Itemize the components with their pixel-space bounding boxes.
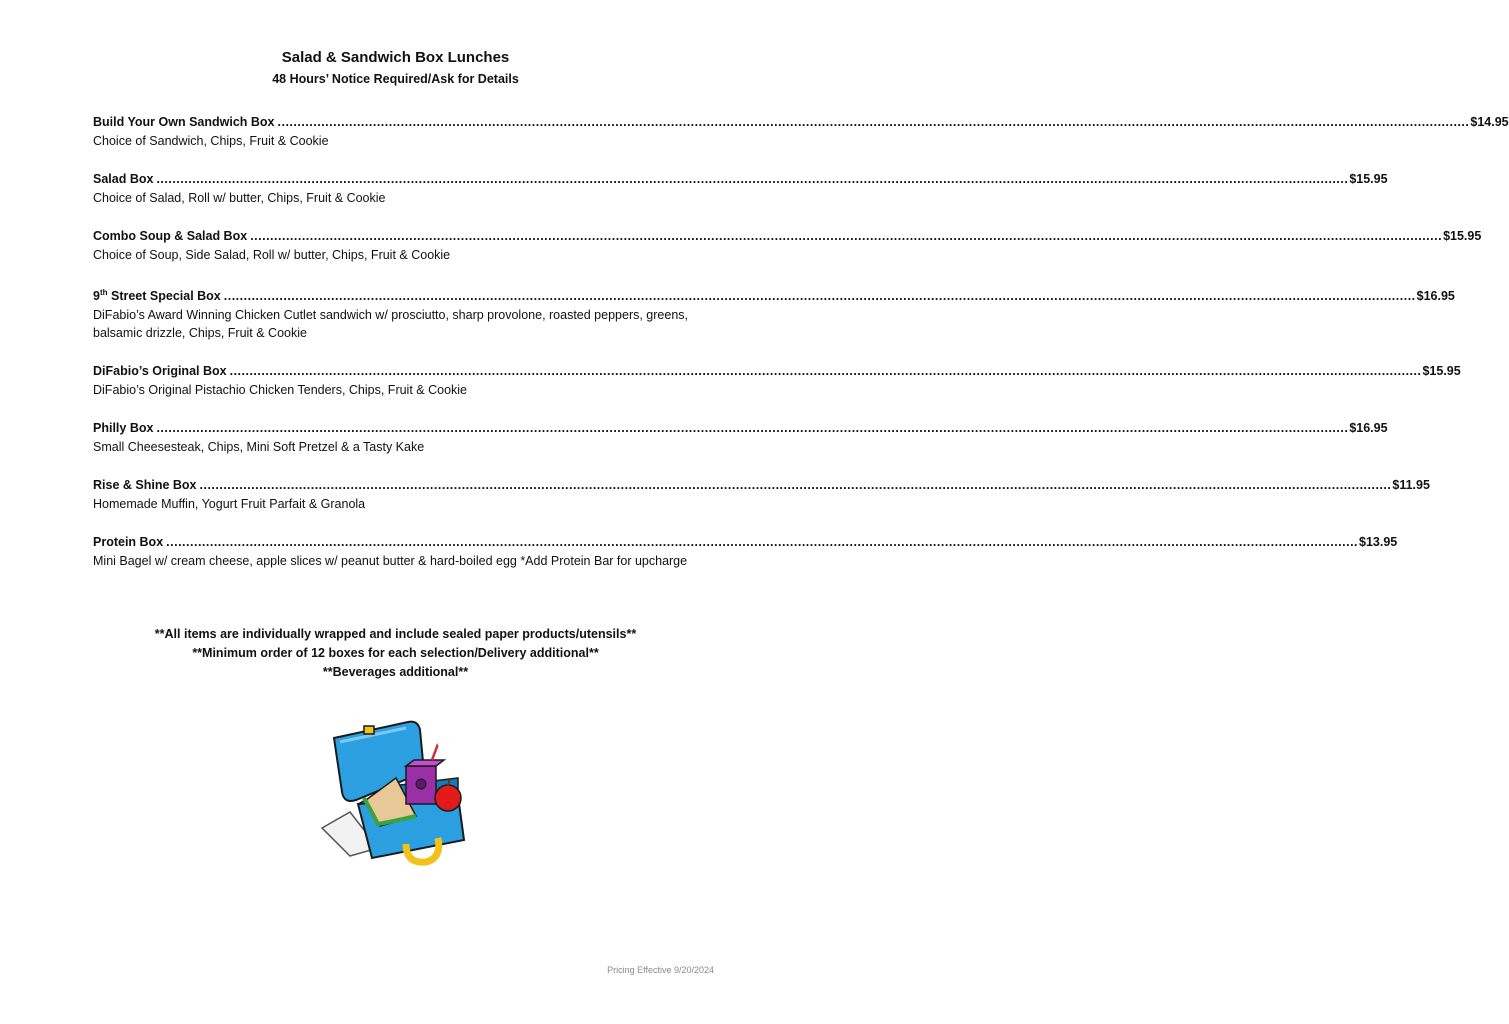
leader-dots: ............................................................................................................................................................................................................................................................................................................ (223, 289, 1416, 304)
pricing-effective: Pricing Effective 9/20/2024 (607, 965, 714, 975)
item-description: Choice of Salad, Roll w/ butter, Chips, Fruit & Cookie (93, 191, 386, 205)
leader-dots: ............................................................................................................................................................................................................................................................................................................ (156, 172, 1349, 186)
item-name: Protein Box (93, 535, 164, 550)
item-price: $15.95 (1443, 229, 1482, 243)
item-name (93, 285, 221, 304)
lunchbox-icon (320, 716, 470, 866)
item-price: $11.95 (1392, 478, 1430, 493)
note-beverages: **Beverages additional** (322, 665, 469, 679)
leader-dots: ............................................................................................................................................................................................................................................................................................................ (199, 478, 1392, 493)
item-price: $15.95 (1422, 364, 1461, 379)
item-name-text: Street Special Box (107, 289, 221, 304)
note-wrapped: **All items are individually wrapped and include sealed paper products/utensils** (154, 627, 637, 641)
item-price: $15.95 (1349, 172, 1388, 186)
straw (432, 744, 438, 760)
item-price: $16.95 (1349, 421, 1388, 436)
item-description: DiFabio’s Original Pistachio Chicken Tenders, Chips, Fruit & Cookie (93, 383, 468, 398)
footnotes (0, 625, 791, 682)
item-name: Rise & Shine Box (93, 478, 197, 493)
page-subtitle: 48 Hours’ Notice Required/Ask for Details (272, 72, 519, 86)
item-description: Choice of Sandwich, Chips, Fruit & Cookie (93, 134, 329, 148)
note-minimum-order: **Minimum order of 12 boxes for each selection/Delivery additional** (192, 646, 599, 660)
menu-item (93, 420, 1388, 456)
item-price: $14.95 (1470, 115, 1509, 129)
item-price: $16.95 (1416, 289, 1455, 304)
item-name: Build Your Own Sandwich Box (93, 115, 275, 129)
item-name: Philly Box (93, 421, 154, 436)
grape (416, 779, 426, 789)
leader-dots: ............................................................................................................................................................................................................................................................................................................ (277, 115, 1470, 129)
lid-latch (364, 726, 374, 734)
page-title: Salad & Sandwich Box Lunches (281, 49, 510, 66)
apple-shape (435, 785, 461, 811)
leader-dots: ............................................................................................................................................................................................................................................................................................................ (229, 364, 1422, 379)
leader-dots: ............................................................................................................................................................................................................................................................................................................ (250, 229, 1443, 243)
item-description: Small Cheesesteak, Chips, Mini Soft Pretzel & a Tasty Kake (93, 440, 425, 455)
item-description: Homemade Muffin, Yogurt Fruit Parfait & Granola (93, 497, 366, 512)
item-description: DiFabio’s Award Winning Chicken Cutlet sandwich w/ prosciutto, sharp provolone, roasted peppers, greens, balsamic drizzle, Chips, Fruit & Cookie (93, 308, 688, 341)
menu-item (93, 114, 1509, 150)
item-name: Combo Soup & Salad Box (93, 229, 248, 243)
menu-list (93, 114, 1509, 591)
menu-item (93, 477, 1430, 513)
leader-dots: ............................................................................................................................................................................................................................................................................................................ (166, 535, 1359, 550)
item-name: DiFabio’s Original Box (93, 364, 227, 379)
menu-item (93, 285, 1455, 342)
ordinal-suffix: th (99, 288, 108, 297)
menu-item (93, 363, 1461, 399)
straw-bend (438, 744, 448, 748)
menu-item (93, 228, 1482, 264)
leader-dots: ............................................................................................................................................................................................................................................................................................................ (156, 421, 1349, 436)
item-description: Mini Bagel w/ cream cheese, apple slices w/ peanut butter & hard-boiled egg *Add Protein Bar for upcharge (93, 554, 688, 569)
juice-top (406, 760, 444, 766)
item-price: $13.95 (1359, 535, 1398, 550)
item-description: Choice of Soup, Side Salad, Roll w/ butter, Chips, Fruit & Cookie (93, 248, 451, 262)
menu-item (93, 534, 1398, 570)
menu-item (93, 171, 1388, 207)
item-name: Salad Box (93, 172, 154, 186)
item-name-number: 9 (93, 289, 100, 304)
